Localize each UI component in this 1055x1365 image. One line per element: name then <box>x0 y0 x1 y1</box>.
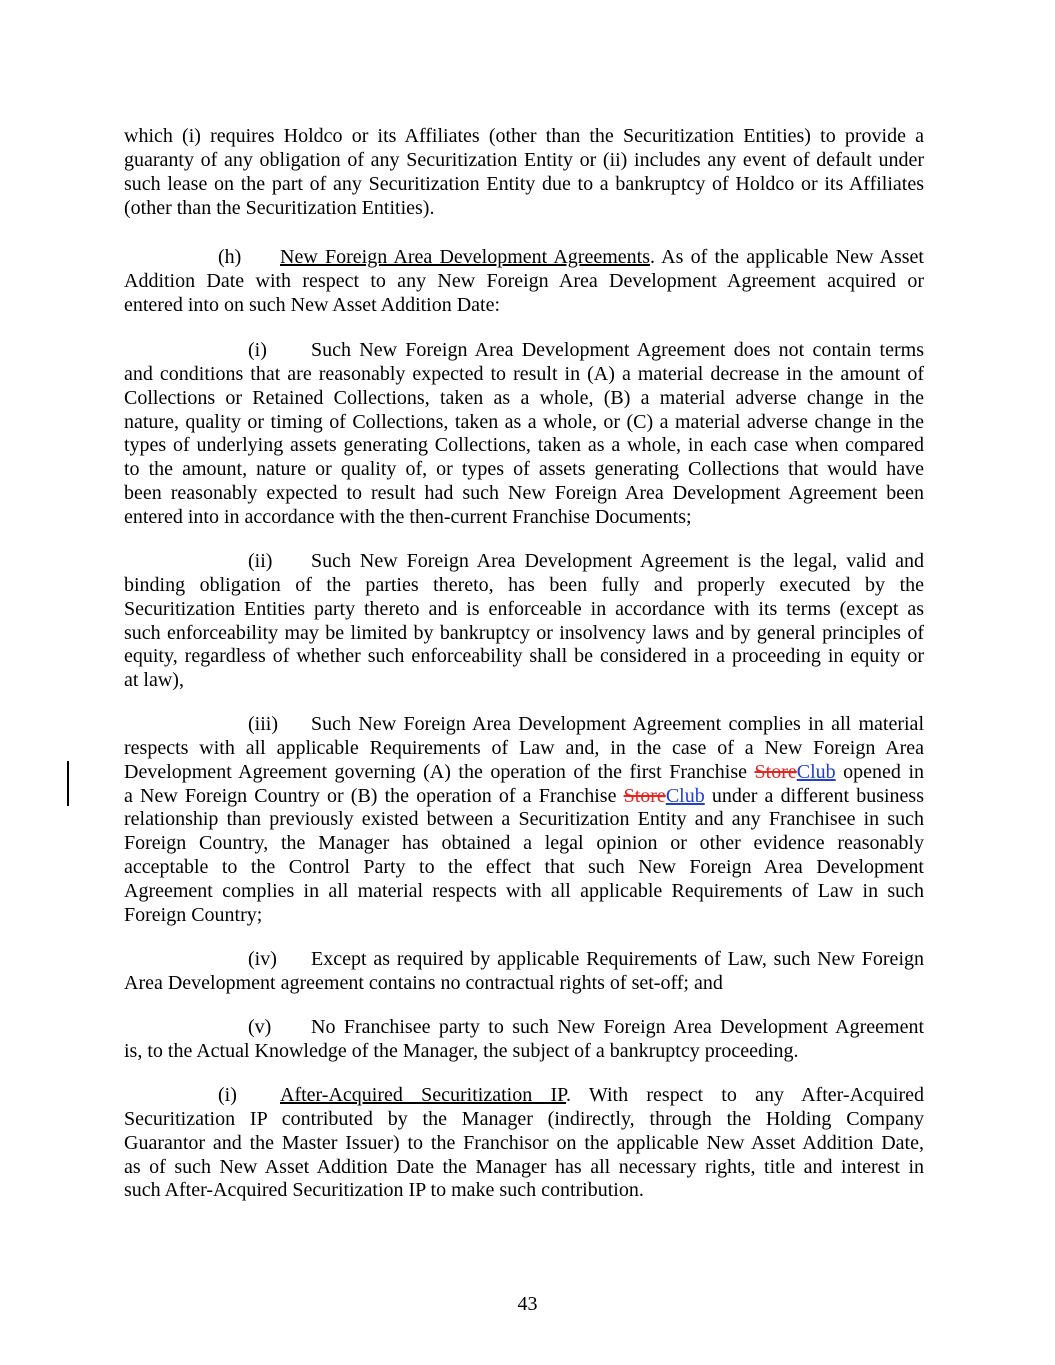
text-line: such After-Acquired Securitization IP to make such contribution. <box>124 1179 644 1202</box>
text-segment: Development Agreement governing (A) the operation of the first Franchise <box>124 760 755 783</box>
text-line: respects with all applicable Requirements of Law and, in the case of a New Foreign Area <box>124 736 924 759</box>
clause-label: (iv) <box>248 948 277 970</box>
text-line <box>124 785 924 809</box>
section-i-paragraph <box>124 1084 924 1203</box>
text-line <box>124 1084 924 1108</box>
text-segment: . With respect to any After-Acquired <box>566 1084 924 1106</box>
section-h-paragraph <box>124 246 924 318</box>
text-line: Foreign Country, the Manager has obtained a legal opinion or other evidence reasonably <box>124 832 924 855</box>
section-label: (i) <box>218 1084 237 1106</box>
clause-v-paragraph <box>124 1016 924 1064</box>
clause-label: (v) <box>248 1016 272 1038</box>
inserted-text: Club <box>796 760 836 783</box>
text-line <box>124 339 924 363</box>
text-line: relationship than previously existed between a Securitization Entity and any Franchisee in such <box>124 808 924 831</box>
text-segment: under a different business <box>704 784 924 807</box>
text-line: nature, quality or timing of Collections, taken as a whole, or (C) a material adverse change in the <box>124 410 924 433</box>
text-line: as of such New Asset Addition Date the Manager has all necessary rights, title and interest in <box>124 1155 924 1178</box>
text-line: been reasonably expected to result had such New Foreign Area Development Agreement been <box>124 482 924 505</box>
text-line: Area Development agreement contains no contractual rights of set-off; and <box>124 971 723 994</box>
text-segment: No Franchisee party to such New Foreign Area Development Agreement <box>311 1016 924 1038</box>
clause-label: (i) <box>248 339 267 361</box>
text-line <box>124 948 924 972</box>
text-line: binding obligation of the parties thereto, has been fully and properly executed by the <box>124 573 924 596</box>
change-bar <box>67 761 69 806</box>
text-line <box>124 246 924 270</box>
section-heading: New Foreign Area Development Agreements <box>280 246 650 268</box>
text-line: to the amount, nature or quality of, or types of assets generating Collections that would have <box>124 458 924 481</box>
section-heading: After-Acquired Securitization IP <box>280 1084 567 1106</box>
text-line: which (i) requires Holdco or its Affiliates (other than the Securitization Entities) to provide a <box>124 125 924 147</box>
continuation-paragraph <box>124 125 924 220</box>
text-line: Collections or Retained Collections, taken as a whole, (B) a material adverse change in the <box>124 386 924 409</box>
clause-iii-paragraph <box>124 713 924 928</box>
text-line: and conditions that are reasonably expected to result in (A) a material decrease in the amount of <box>124 362 924 385</box>
text-segment: a New Foreign Country or (B) the operation of a Franchise <box>124 784 624 807</box>
text-line: types of underlying assets generating Collections, taken as a whole, in each case when compared <box>124 434 924 457</box>
text-line <box>124 550 924 574</box>
text-line: acceptable to the Control Party to the effect that such New Foreign Area Development <box>124 856 924 879</box>
deleted-text: Store <box>623 784 666 807</box>
inserted-text: Club <box>665 784 705 807</box>
text-line: entered into on such New Asset Addition Date: <box>124 293 501 316</box>
text-line <box>124 1016 924 1040</box>
text-line: Agreement complies in all material respects with all applicable Requirements of Law in such <box>124 879 924 902</box>
text-line: Securitization Entities party thereto and is enforceable in accordance with its terms (except as <box>124 597 924 620</box>
text-line: at law), <box>124 669 184 692</box>
text-line: Securitization IP contributed by the Manager (indirectly, through the Holding Company <box>124 1107 924 1130</box>
text-line: such lease on the part of any Securitization Entity due to a bankruptcy of Holdco or its Affiliates <box>124 172 924 195</box>
text-line <box>124 761 924 785</box>
text-line: entered into in accordance with the then-current Franchise Documents; <box>124 505 692 528</box>
text-line: (other than the Securitization Entities). <box>124 196 435 219</box>
clause-label: (ii) <box>248 550 273 572</box>
text-segment: . As of the applicable New Asset <box>650 246 924 268</box>
text-line: Foreign Country; <box>124 903 263 926</box>
text-line: such enforceability may be limited by bankruptcy or insolvency laws and by general principles of <box>124 621 924 644</box>
text-line: Addition Date with respect to any New Foreign Area Development Agreement acquired or <box>124 269 924 292</box>
page-number: 43 <box>517 1293 538 1315</box>
section-label: (h) <box>218 246 242 268</box>
clause-ii-paragraph <box>124 550 924 693</box>
text-segment: Such New Foreign Area Development Agreement is the legal, valid and <box>311 550 924 572</box>
clause-i-paragraph <box>124 339 924 530</box>
clause-iv-paragraph <box>124 948 924 996</box>
text-segment: Except as required by applicable Requirements of Law, such New Foreign <box>311 948 924 970</box>
text-line: guaranty of any obligation of any Securitization Entity or (ii) includes any event of default under <box>124 148 924 171</box>
deleted-text: Store <box>754 760 797 783</box>
text-segment: Such New Foreign Area Development Agreement complies in all material <box>311 713 924 735</box>
text-segment: Such New Foreign Area Development Agreement does not contain terms <box>311 339 924 361</box>
text-line <box>124 713 924 737</box>
clause-label: (iii) <box>248 713 278 735</box>
text-line: Guarantor and the Master Issuer) to the Franchisor on the applicable New Asset Addition Date, <box>124 1131 924 1154</box>
text-line: equity, regardless of whether such enforceability shall be considered in a proceeding in equity or <box>124 645 924 668</box>
text-line: is, to the Actual Knowledge of the Manager, the subject of a bankruptcy proceeding. <box>124 1039 799 1062</box>
text-segment: opened in <box>835 760 924 783</box>
